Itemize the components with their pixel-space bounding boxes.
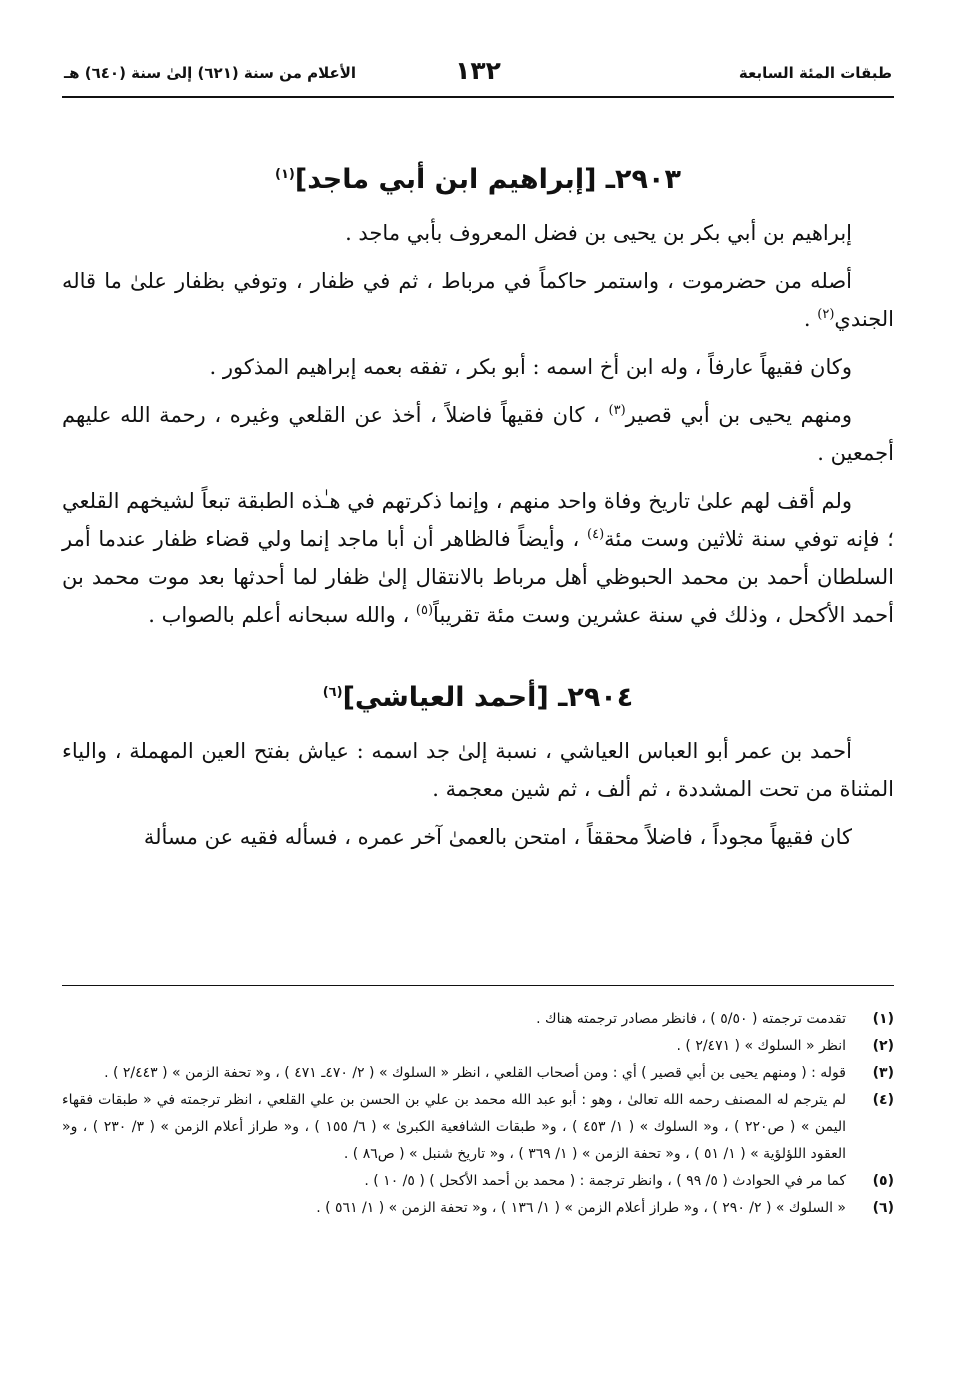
footnote xyxy=(62,1006,894,1033)
footnote-text: « السلوك » ( ٢/ ٢٩٠ ) ، و« طراز أعلام الزمن » ( ١/ ١٣٦ ) ، و« تحفة الزمن » ( ١/ ٥٦١ ) . xyxy=(316,1200,846,1216)
footnote-number: (١) xyxy=(872,1011,894,1027)
footnote-ref-2: (٢) xyxy=(817,307,835,322)
footnote-divider xyxy=(62,985,894,986)
paragraph: ومنهم يحيى بن أبي قصير$^{(٣)}$ ، كان فقيهاً فاضلاً ، أخذ عن القلعي وغيره ، رحمة الله عليهم أجمعين . xyxy=(62,403,894,465)
footnote-ref-4: (٤) xyxy=(587,527,605,542)
paragraph: إبراهيم بن أبي بكر بن يحيى بن فضل المعروف بأبي ماجد . xyxy=(345,221,852,245)
paragraph: أصله من حضرموت ، واستمر حاكماً في مرباط ، ثم في ظفار ، وتوفي بظفار علىٰ ما قاله الجندي$^{(٢)}$ . xyxy=(62,269,894,331)
footnote-ref-1: (١) xyxy=(275,167,295,182)
footnote-number: (٤) xyxy=(872,1092,894,1108)
footnote xyxy=(62,1033,894,1060)
paragraph: كان فقيهاً مجوداً ، فاضلاً محققاً ، امتحن بالعمىٰ آخر عمره ، فسأله فقيه عن مسألة xyxy=(143,825,852,849)
running-header xyxy=(62,52,894,98)
footnote xyxy=(62,1168,894,1195)
header-year-range: الأعلام من سنة (٦٢١) إلىٰ سنة (٦٤٠) هـ xyxy=(64,64,357,82)
footnote-text: كما مر في الحوادث ( ٥/ ٩٩ ) ، وانظر ترجمة : ( محمد بن أحمد الأكحل ) ( ٥/ ١٠ ) . xyxy=(364,1173,846,1189)
entry-title-2904: ٢٩٠٤ـ [أحمد العياشي]$^{(٦)}$ xyxy=(322,682,634,713)
footnote-number: (٢) xyxy=(872,1038,894,1054)
footnote-text: تقدمت ترجمته ( ٥/٥٠ ) ، فانظر مصادر ترجمته هناك . xyxy=(536,1011,846,1027)
footnote-ref-6: (٦) xyxy=(322,685,343,700)
footnote xyxy=(62,1060,894,1087)
footnotes xyxy=(62,1006,894,1222)
footnote-text: لم يترجم له المصنف رحمه الله تعالىٰ ، وهو : أبو عبد الله محمد بن علي بن الحسن بن علي القلعي ، انظر ترجمته في « طبقات فقهاء اليمن » ( ص٢٢٠ ) ، و« السلوك » ( ١/ ٤٥٣ ) ، و« طبقات الشافعية الكبرىٰ » ( ٦/ ١٥٥ ) ، و« طراز أعلام الزمن » ( ٣/ ٢٣٠ ) ، و« العقود اللؤلؤية » ( ١/ ٥١ ) ، و« تحفة الزمن » ( ١/ ٣٦٩ ) ، و« تاريخ شنبل » ( ص٨٦ ) . xyxy=(62,1092,846,1162)
footnote-number: (٦) xyxy=(872,1200,894,1216)
paragraph: وكان فقيهاً عارفاً ، وله ابن أخ اسمه : أبو بكر ، تفقه بعمه إبراهيم المذكور . xyxy=(209,355,852,379)
footnote-ref-3: (٣) xyxy=(608,403,626,418)
footnote xyxy=(62,1087,894,1168)
footnote-text: انظر « السلوك » ( ٢/٤٧١ ) . xyxy=(676,1038,846,1054)
footnote-number: (٥) xyxy=(872,1173,894,1189)
footnote-number: (٣) xyxy=(872,1065,894,1081)
footnote-ref-5: (٥) xyxy=(415,603,434,618)
footnote-text: قوله : ( ومنهم يحيى بن أبي قصير ) أي : ومن أصحاب القلعي ، انظر « السلوك » ( ٢/ ٤٧٠ـ ٤٧١ ) ، و« تحفة الزمن » ( ٢/٤٤٣ ) . xyxy=(104,1065,846,1081)
page-number: ١٣٢ xyxy=(455,56,501,85)
entry-title-2903: ٢٩٠٣ـ [إبراهيم ابن أبي ماجد]$^{(١)}$ xyxy=(275,164,681,195)
footnote xyxy=(62,1195,894,1222)
paragraph: ولم أقف لهم علىٰ تاريخ وفاة واحد منهم ، وإنما ذكرتهم في هـٰذه الطبقة تبعاً لشيخهم القلعي ؛ فإنه توفي سنة ثلاثين وست مئة$^{(٤)}$ ، وأيضاً فالظاهر أن أبا ماجد إنما ولي قضاء ظفار عندما أمر السلطان أحمد بن محمد الحبوظي أهل مرباط بالانتقال إلىٰ ظفار لما أحدثها بعد موت محمد بن أحمد الأكحل ، وذلك في سنة عشرين وست مئة تقريباً$^{(٥)}$ ، والله سبحانه أعلم بالصواب . xyxy=(62,489,894,627)
main-text xyxy=(62,160,894,866)
paragraph: أحمد بن عمر أبو العباس العياشي ، نسبة إلىٰ جد اسمه : عياش بفتح العين المهملة ، والياء المثناة من تحت المشددة ، ثم ألف ، ثم شين معجمة . xyxy=(62,739,894,801)
header-book-section: طبقات المئة السابعة xyxy=(738,64,892,82)
